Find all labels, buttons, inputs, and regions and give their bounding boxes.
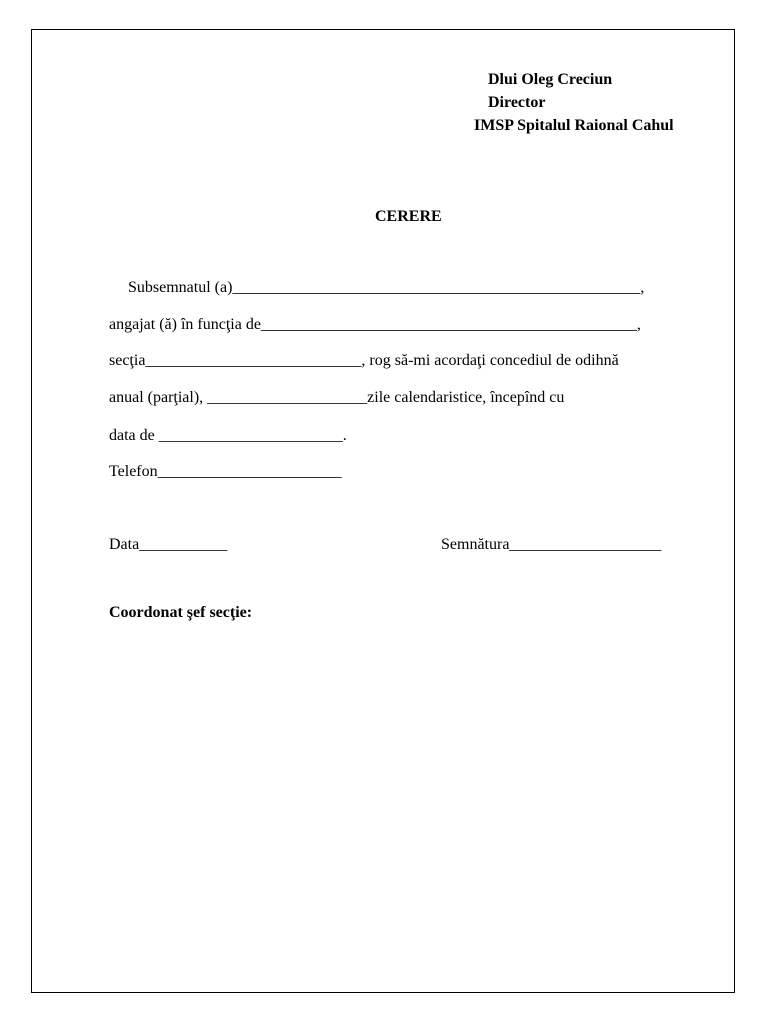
addressee-name: Dlui Oleg Creciun [488, 71, 613, 88]
body-line-phone: Telefon_______________________ [109, 463, 342, 480]
body-line-function: angajat (ă) în funcţia de_______________________________________________, [109, 316, 641, 333]
signature-field: Semnătura___________________ [441, 536, 662, 553]
body-line-section: secţia___________________________, rog să-mi acordaţi concediul de odihnă [109, 352, 619, 369]
document-page [31, 29, 735, 993]
date-field: Data___________ [109, 536, 228, 553]
body-line-days: anual (parţial), ____________________zile calendaristice, începînd cu [109, 389, 565, 406]
addressee-position: Director [488, 94, 546, 111]
document-title: CERERE [375, 208, 442, 225]
body-line-start-date: data de _______________________. [109, 427, 347, 444]
addressee-institution: IMSP Spitalul Raional Cahul [474, 117, 674, 134]
approval-label: Coordonat şef secţie: [109, 604, 253, 621]
body-line-name: Subsemnatul (a)___________________________________________________, [128, 279, 645, 296]
